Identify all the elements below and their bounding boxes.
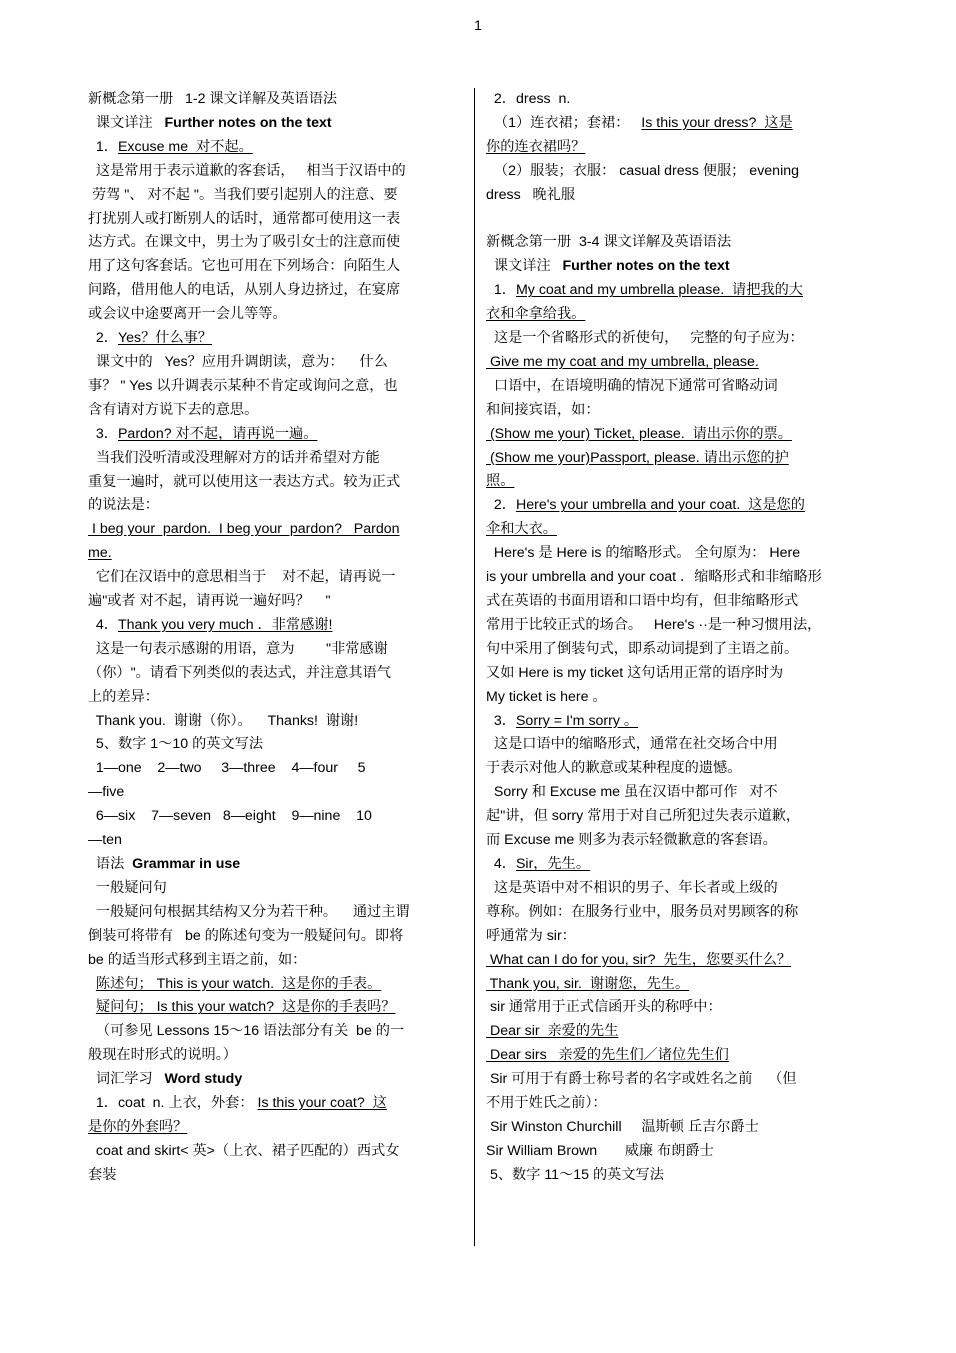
underlined-text: Dear sirs 亲爱的先生们／诸位先生们 [486, 1047, 729, 1064]
text-line: 这是英语中对不相识的男子、年长者或上级的 [486, 879, 778, 896]
text-line: Thank you. 谢谢（你）。 Thanks! 谢谢! [88, 712, 359, 729]
underlined-text: Sorry = I'm sorry 。 [515, 712, 639, 729]
section-heading-en: Grammar in use [132, 856, 241, 872]
text-line: My ticket is here 。 [486, 688, 607, 705]
text-line: 课文详注 Further notes on the text [88, 114, 332, 131]
text-line: 于表示对他人的歉意或某种程度的遗憾。 [486, 760, 742, 777]
text-line: 5、数字 11～15 的英文写法 [486, 1166, 664, 1183]
text-line: 尊称。例如：在服务行业中，服务员对男顾客的称 [486, 903, 799, 920]
text-line [486, 518, 874, 542]
text-line: 当我们没听清或没理解对方的话并希望对方能 [88, 449, 380, 466]
text-line: sir 通常用于正式信函开头的称呼中： [486, 999, 722, 1016]
underlined-text: 伞和大衣。 [486, 521, 557, 538]
underlined-text: Is this your dress? 这是 [641, 114, 793, 131]
text-line: 1．Excuse me 对不起。 [88, 138, 253, 155]
text-line [88, 542, 466, 566]
text-line: 课文详注 Further notes on the text [486, 258, 730, 275]
text-line: 2．Here's your umbrella and your coat. 这是您的 [486, 497, 805, 514]
text-line: 或会议中途要离开一会儿等等。 [88, 306, 287, 323]
text-line: 重复一遍时，就可以使用这一表达方式。较为正式 [88, 473, 401, 490]
text-line: 1．My coat and my umbrella please. 请把我的大 [486, 282, 803, 299]
text-line: 1—one 2—two 3—three 4—four 5 [88, 760, 366, 777]
text-line [486, 973, 874, 997]
text-line: 6—six 7—seven 8—eight 9—nine 10 [88, 808, 372, 825]
text-line: 达方式。在课文中，男士为了吸引女士的注意而使 [88, 234, 401, 251]
text-line: 不用于姓氏之前）： [486, 1095, 607, 1112]
two-column-body [0, 88, 956, 1188]
left-column [0, 88, 474, 1188]
text-line [486, 1020, 874, 1044]
text-line: 一般疑问句 [88, 879, 167, 896]
text-line: is your umbrella and your coat ．缩略形式和非缩略形 [486, 569, 822, 586]
text-line: 而 Excuse me 则多为表示轻微歉意的客套语。 [486, 832, 777, 849]
underlined-text: Pardon? 对不起，请再说一遍。 [117, 425, 318, 442]
section-heading-en: Further notes on the text [562, 258, 730, 275]
text-line [486, 1044, 874, 1068]
text-line: 新概念第一册 1-2 课文详解及英语语法 [88, 91, 338, 107]
section-heading-en: Word study [164, 1071, 243, 1088]
text-line: 遍"或者 对不起，请再说一遍好吗？ " [88, 593, 331, 610]
section-heading-en: Further notes on the text [164, 114, 332, 131]
underlined-text: Thank you very much ．非常感谢! [117, 616, 333, 633]
underlined-text: Excuse me 对不起。 [117, 138, 253, 155]
text-line: 这是一个省略形式的祈使句， 完整的句子应为： [486, 330, 804, 347]
text-line: 2．dress n. [486, 91, 571, 107]
text-line [486, 136, 874, 160]
text-line: 上的差异： [88, 688, 159, 705]
underlined-text: My coat and my umbrella please. 请把我的大 [515, 282, 803, 299]
text-line: 词汇学习 Word study [88, 1071, 243, 1088]
underlined-text: Give me my coat and my umbrella, please. [486, 353, 759, 370]
text-line: Sir Winston Churchill 温斯顿 丘吉尔爵士 [486, 1118, 759, 1135]
underlined-text: Thank you, sir. 谢谢您，先生。 [486, 975, 690, 992]
text-line: 套装 [88, 1166, 117, 1183]
text-line [88, 518, 466, 542]
text-line: （可参见 Lessons 15～16 语法部分有关 be 的一 [88, 1023, 405, 1040]
text-line [486, 303, 874, 327]
text-line: 2．Yes？什么事？ [88, 330, 213, 347]
text-line: 倒装可将带有 be 的陈述句变为一般疑问句。即将 [88, 927, 404, 944]
text-line [88, 1116, 466, 1140]
text-line [486, 470, 874, 494]
text-line: 一般疑问句根据其结构又分为若干种。 通过主谓 [88, 903, 410, 920]
text-line: 打扰别人或打断别人的话时，通常都可使用这一表 [88, 210, 401, 227]
underlined-text: Is this your coat? 这 [257, 1095, 387, 1112]
underlined-text: 陈述句； This is your watch. 这是你的手表。 [95, 975, 382, 992]
text-line [486, 351, 874, 375]
underlined-text: 衣和伞拿给我。 [486, 306, 586, 323]
text-line: 新概念第一册 3-4 课文详解及英语语法 [486, 234, 732, 251]
text-line: 般现在时形式的说明。） [88, 1047, 237, 1064]
text-line: 口语中，在语境明确的情况下通常可省略动词 [486, 377, 778, 394]
text-line: 含有请对方说下去的意思。 [88, 401, 259, 418]
text-line: Here's 是 Here is 的缩略形式。 全句原为： Here [486, 545, 801, 562]
text-line: Sir 可用于有爵士称号者的名字或姓名之前 （但 [486, 1071, 797, 1088]
text-line: —five [88, 784, 125, 801]
underlined-text: 照。 [486, 473, 515, 490]
text-line: 5、数字 1～10 的英文写法 [88, 736, 264, 753]
text-line: 这是常用于表示道歉的客套话， 相当于汉语中的 [88, 162, 406, 179]
text-line: 句中采用了倒装句式，即系动词提到了主语之前。 [486, 640, 799, 657]
text-line: 3．Sorry = I'm sorry 。 [486, 712, 639, 729]
text-line: 4．Sir，先生。 [486, 855, 591, 872]
text-line: （2）服装；衣服： casual dress 便服； evening [486, 162, 800, 179]
underlined-text: Dear sir 亲爱的先生 [486, 1023, 619, 1040]
text-line: （1）连衣裙；套裙： Is this your dress? 这是 [486, 114, 793, 131]
underlined-text: me. [88, 545, 112, 562]
text-line: 3．Pardon? 对不起，请再说一遍。 [88, 425, 318, 442]
underlined-text: I beg your pardon. I beg your pardon? Pardon [88, 521, 400, 538]
text-line: 4．Thank you very much ．非常感谢! [88, 616, 333, 633]
text-line: （你）"。请看下列类似的表达式，并注意其语气 [88, 664, 391, 681]
text-line: 用了这句客套话。它也可用在下列场合：向陌生人 [88, 258, 401, 275]
text-line [486, 208, 874, 232]
text-line: 式在英语的书面用语和口语中均有，但非缩略形式 [486, 593, 799, 610]
text-line: 常用于比较正式的场合。 Here's ··是一种习惯用法， [486, 616, 822, 633]
underlined-text: 你的连衣裙吗？ [486, 138, 586, 155]
underlined-text: Yes？什么事？ [117, 330, 213, 347]
text-line: 呼通常为 sir： [486, 927, 576, 944]
underlined-text: What can I do for you, sir? 先生，您要买什么？ [486, 951, 792, 968]
text-line [88, 973, 466, 997]
underlined-text: 疑问句； Is this your watch? 这是你的手表吗？ [95, 999, 396, 1016]
text-line [486, 949, 874, 973]
text-line: Sorry 和 Excuse me 虽在汉语中都可作 对不 [486, 784, 778, 801]
text-line: 课文中的 Yes？应用升调朗读，意为： 什么 [88, 353, 388, 370]
text-line: 起"讲，但 sorry 常用于对自己所犯过失表示道歉， [486, 808, 801, 825]
text-line: 1．coat n. 上衣，外套： Is this your coat? 这 [88, 1095, 387, 1112]
text-line [88, 996, 466, 1020]
text-line: 它们在汉语中的意思相当于 对不起，请再说一 [88, 569, 396, 586]
text-line: 这是口语中的缩略形式，通常在社交场合中用 [486, 736, 778, 753]
text-line: Sir William Brown 威廉 布朗爵士 [486, 1142, 714, 1159]
underlined-text: Here's your umbrella and your coat. 这是您的 [515, 497, 805, 514]
text-line: 的说法是： [88, 497, 159, 514]
text-line: be 的适当形式移到主语之前，如： [88, 951, 307, 968]
text-line [486, 447, 874, 471]
text-line [486, 423, 874, 447]
text-line: 劳驾 "、 对不起 "。当我们要引起别人的注意、要 [88, 186, 398, 203]
underlined-text: Sir，先生。 [515, 855, 591, 872]
underlined-text: (Show me your) Ticket, please. 请出示你的票。 [486, 425, 792, 442]
text-line: 问路，借用他人的电话，从别人身边挤过，在宴席 [88, 282, 401, 299]
text-line: 语法 Grammar in use [88, 856, 241, 872]
text-line: 事？ " Yes 以升调表示某种不肯定或询问之意，也 [88, 377, 398, 394]
text-line: —ten [88, 832, 122, 849]
text-line: 和间接宾语，如： [486, 401, 600, 418]
underlined-text: (Show me your)Passport, please. 请出示您的护 [486, 449, 789, 466]
text-line: 这是一句表示感谢的用语，意为 "非常感谢 [88, 640, 388, 657]
text-line: 又如 Here is my ticket 这句话用正常的语序时为 [486, 664, 784, 681]
text-line: coat and skirt< 英>（上衣、裙子匹配的）西式女 [88, 1142, 400, 1159]
underlined-text: 是你的外套吗？ [88, 1118, 188, 1135]
page-number: 1 [474, 17, 482, 33]
right-column [474, 88, 956, 1188]
text-line: dress 晚礼服 [486, 186, 576, 203]
